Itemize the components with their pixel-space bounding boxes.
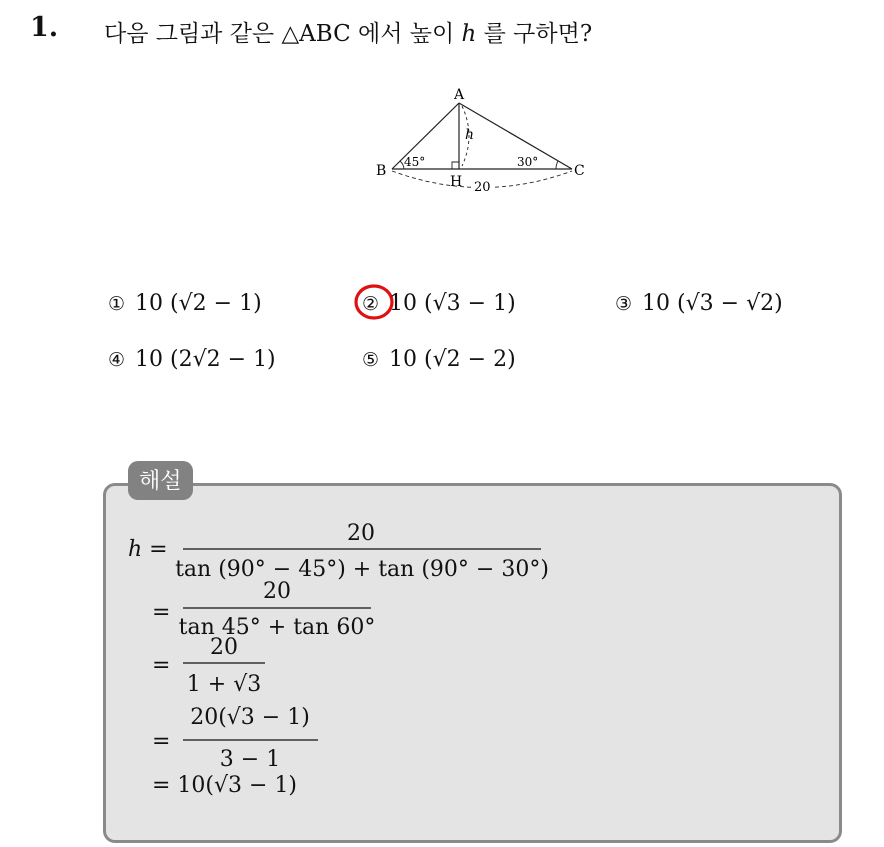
side-ab — [392, 103, 459, 169]
choice-3-expr: (√3 − √2) — [677, 291, 783, 316]
label-base: 20 — [474, 180, 491, 195]
explanation-math — [128, 508, 828, 838]
math-line4-den: 3 − 1 — [219, 747, 281, 772]
label-h-point: H — [450, 174, 463, 190]
choice-3-mark: ③ — [615, 293, 633, 315]
choice-4-mark: ④ — [108, 349, 126, 371]
math-line3-den: 1 + √3 — [186, 672, 262, 697]
math-line2-den: tan 45° + tan 60° — [178, 615, 376, 640]
choice-2-mark: ② — [362, 293, 380, 315]
choice-4-expr: (2√2 − 1) — [170, 347, 276, 372]
choice-1-expr: (√2 − 1) — [170, 291, 262, 316]
choice-2-expr: (√3 − 1) — [424, 291, 516, 316]
math-line1-num: 20 — [347, 521, 375, 546]
choice-3-coef: 10 — [642, 291, 671, 316]
choice-2[interactable] — [362, 291, 516, 316]
choice-4-coef: 10 — [135, 347, 164, 372]
label-b: B — [376, 163, 387, 179]
choice-5-expr: (√2 − 2) — [424, 347, 516, 372]
question-text-before: 다음 그림과 같은 △ABC 에서 높이 — [104, 21, 462, 47]
math-line2-num: 20 — [263, 579, 291, 604]
choice-2-coef: 10 — [389, 291, 418, 316]
choice-1-mark: ① — [108, 293, 126, 315]
choice-1[interactable] — [108, 291, 262, 316]
math-line5: = 10(√3 − 1) — [152, 773, 298, 798]
math-line4-lhs: = — [152, 729, 171, 754]
label-h: h — [465, 127, 475, 143]
right-angle-marker — [452, 162, 459, 169]
choice-3[interactable] — [615, 291, 783, 316]
math-line4-num: 20(√3 − 1) — [190, 705, 310, 730]
question-number: 1. — [30, 12, 59, 43]
choice-5-mark: ⑤ — [362, 349, 380, 371]
choice-5[interactable] — [362, 347, 516, 372]
question-text — [104, 15, 592, 48]
angle-c-arc — [556, 161, 558, 169]
choice-4[interactable] — [108, 347, 276, 372]
question-text-after: 를 구하면? — [476, 21, 593, 47]
explanation-label: 해설 — [128, 461, 193, 500]
label-a: A — [454, 87, 465, 103]
question-variable: h — [461, 21, 477, 47]
math-line3-num: 20 — [210, 635, 238, 660]
choice-1-coef: 10 — [135, 291, 164, 316]
label-angle-c: 30° — [517, 155, 539, 169]
choice-5-coef: 10 — [389, 347, 418, 372]
math-line3-lhs: = — [152, 653, 171, 678]
label-angle-b: 45° — [404, 155, 426, 169]
side-ac — [459, 103, 572, 169]
label-c: C — [574, 163, 585, 179]
math-line1-lhs: h = — [128, 537, 168, 562]
math-line1-den: tan (90° − 45°) + tan (90° − 30°) — [175, 557, 549, 582]
triangle-figure — [368, 82, 598, 200]
math-line2-lhs: = — [152, 600, 171, 625]
